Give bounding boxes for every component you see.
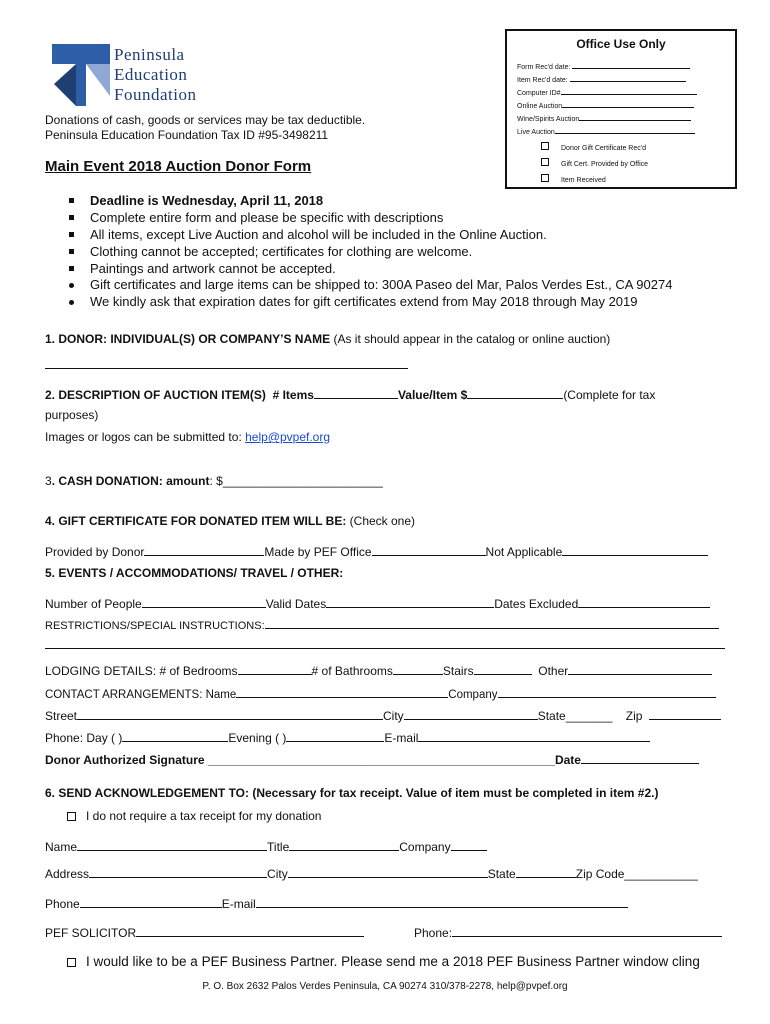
office-use-box <box>505 29 737 189</box>
excluded-dates-field[interactable] <box>578 595 710 608</box>
email-link[interactable]: help@pvpef.org <box>245 430 331 444</box>
date-field[interactable] <box>581 751 699 764</box>
bullet-item: Paintings and artwork cannot be accepted. <box>90 261 336 276</box>
tax-note: Donations of cash, goods or services may be tax deductible. <box>45 113 366 127</box>
ack-name-row: Name Title Company <box>45 838 487 854</box>
ack-state-field[interactable] <box>516 865 576 878</box>
ack-city-field[interactable] <box>288 865 488 878</box>
restrictions-field-2[interactable] <box>45 648 725 649</box>
bedrooms-field[interactable] <box>238 662 312 675</box>
checkbox-icon[interactable] <box>541 142 549 150</box>
images-note: Images or logos can be submitted to: help@pvpef.org <box>45 430 331 444</box>
no-receipt-checkbox[interactable] <box>67 812 76 821</box>
logo-line: Foundation <box>114 85 197 104</box>
bullet-item: Deadline is Wednesday, April 11, 2018 <box>90 193 324 208</box>
office-field: Computer ID# <box>517 87 697 97</box>
section-4-heading: 4. GIFT CERTIFICATE FOR DONATED ITEM WILL BE: (Check one) <box>45 514 416 528</box>
contact-company-field[interactable] <box>498 685 716 698</box>
street-field[interactable] <box>77 707 383 720</box>
logo-line: Peninsula <box>114 45 185 64</box>
not-applicable-field[interactable] <box>562 543 708 556</box>
partner-row: I would like to be a PEF Business Partner. Please send me a 2018 PEF Business Partner window cling <box>67 954 700 969</box>
office-field: Wine/Spirits Auction <box>517 113 691 123</box>
bullet-icon <box>69 300 74 305</box>
office-field: Online Auction <box>517 100 694 110</box>
section-2-heading: 2. DESCRIPTION OF AUCTION ITEM(S) # Items Value/Item $ (Complete for tax <box>45 388 656 402</box>
section-3-heading: 3. CASH DONATION: amount: $________________________ <box>45 474 383 488</box>
ack-phone-field[interactable] <box>80 895 222 908</box>
ack-title-field[interactable] <box>289 838 399 851</box>
office-field: Form Rec'd date: <box>517 61 690 71</box>
ack-company-field[interactable] <box>451 838 487 851</box>
zip-field[interactable] <box>649 707 721 720</box>
office-check: Gift Cert. Provided by Office <box>541 158 648 168</box>
ack-name-field[interactable] <box>77 838 267 851</box>
solicitor-phone-row: Phone: <box>414 924 722 940</box>
lodging-row: LODGING DETAILS: # of Bedrooms # of Bathrooms Stairs Other <box>45 662 712 678</box>
pef-logo-icon <box>52 44 110 106</box>
office-field: Item Rec'd date: <box>517 74 686 84</box>
bathrooms-field[interactable] <box>393 662 443 675</box>
footer: P. O. Box 2632 Palos Verdes Peninsula, CA 90274 310/378-2278, help@pvpef.org <box>202 981 568 992</box>
restrictions-field[interactable] <box>265 617 719 629</box>
bullet-item: All items, except Live Auction and alcohol will be included in the Online Auction. <box>90 227 547 242</box>
logo-line: Education <box>114 65 188 84</box>
restrictions-row: RESTRICTIONS/SPECIAL INSTRUCTIONS: <box>45 617 719 632</box>
no-receipt-row: I do not require a tax receipt for my donation <box>67 809 321 823</box>
ack-email-field[interactable] <box>256 895 628 908</box>
event-dates-row: Number of People Valid Dates Dates Excluded <box>45 595 710 611</box>
section-5-heading: 5. EVENTS / ACCOMMODATIONS/ TRAVEL / OTHER: <box>45 566 344 580</box>
office-check: Donor Gift Certificate Rec'd <box>541 142 646 152</box>
bullet-icon <box>69 266 74 271</box>
checkbox-icon[interactable] <box>541 158 549 166</box>
office-check: Item Received <box>541 174 606 184</box>
bullet-item: We kindly ask that expiration dates for gift certificates extend from May 2018 through May 2019 <box>90 294 638 309</box>
email-field[interactable] <box>418 729 650 742</box>
logo-text <box>114 45 196 105</box>
ack-address-field[interactable] <box>89 865 267 878</box>
bullet-item: Gift certificates and large items can be shipped to: 300A Paseo del Mar, Palos Verdes Est., CA 90274 <box>90 277 673 292</box>
solicitor-row: PEF SOLICITOR <box>45 924 364 940</box>
office-field: Live Auction <box>517 126 695 136</box>
valid-dates-field[interactable] <box>326 595 494 608</box>
section-2-note: purposes) <box>45 408 99 422</box>
contact-row: CONTACT ARRANGEMENTS: Name Company <box>45 685 716 701</box>
city-field[interactable] <box>404 707 538 720</box>
items-field[interactable] <box>314 386 398 399</box>
form-title: Main Event 2018 Auction Donor Form <box>45 158 312 175</box>
bullet-icon <box>69 198 74 203</box>
solicitor-field[interactable] <box>136 924 364 937</box>
bullet-icon <box>69 249 74 254</box>
made-by-pef-field[interactable] <box>372 543 486 556</box>
donor-name-field[interactable] <box>45 368 408 369</box>
value-field[interactable] <box>467 386 563 399</box>
section-6-heading: 6. SEND ACKNOWLEDGEMENT TO: (Necessary for tax receipt. Value of item must be completed in item #2.) <box>45 786 659 800</box>
bullet-icon <box>69 283 74 288</box>
bullet-item: Clothing cannot be accepted; certificates for clothing are welcome. <box>90 244 473 259</box>
people-field[interactable] <box>142 595 266 608</box>
bullet-icon <box>69 215 74 220</box>
provided-by-donor-field[interactable] <box>144 543 264 556</box>
section-1-heading: 1. DONOR: INDIVIDUAL(S) OR COMPANY’S NAME (As it should appear in the catalog or online auction) <box>45 332 611 346</box>
phone-evening-field[interactable] <box>286 729 384 742</box>
contact-name-field[interactable] <box>236 685 448 698</box>
signature-row: Donor Authorized Signature ____________________________________________________Date <box>45 751 699 767</box>
tax-id: Peninsula Education Foundation Tax ID #95-3498211 <box>45 128 329 142</box>
street-row: Street City State_______ Zip <box>45 707 721 723</box>
partner-checkbox[interactable] <box>67 958 76 967</box>
other-field[interactable] <box>568 662 712 675</box>
phone-day-field[interactable] <box>122 729 228 742</box>
bullet-item: Complete entire form and please be specific with descriptions <box>90 210 444 225</box>
stairs-field[interactable] <box>474 662 532 675</box>
checkbox-icon[interactable] <box>541 174 549 182</box>
ack-address-row: Address City State Zip Code___________ <box>45 867 698 881</box>
bullet-icon <box>69 232 74 237</box>
gift-cert-options: Provided by Donor Made by PEF Office Not Applicable <box>45 543 708 559</box>
phone-row: Phone: Day ( ) Evening ( ) E-mail <box>45 729 650 745</box>
office-title: Office Use Only <box>576 37 666 51</box>
solicitor-phone-field[interactable] <box>452 924 722 937</box>
ack-phone-row: Phone E-mail <box>45 895 628 911</box>
